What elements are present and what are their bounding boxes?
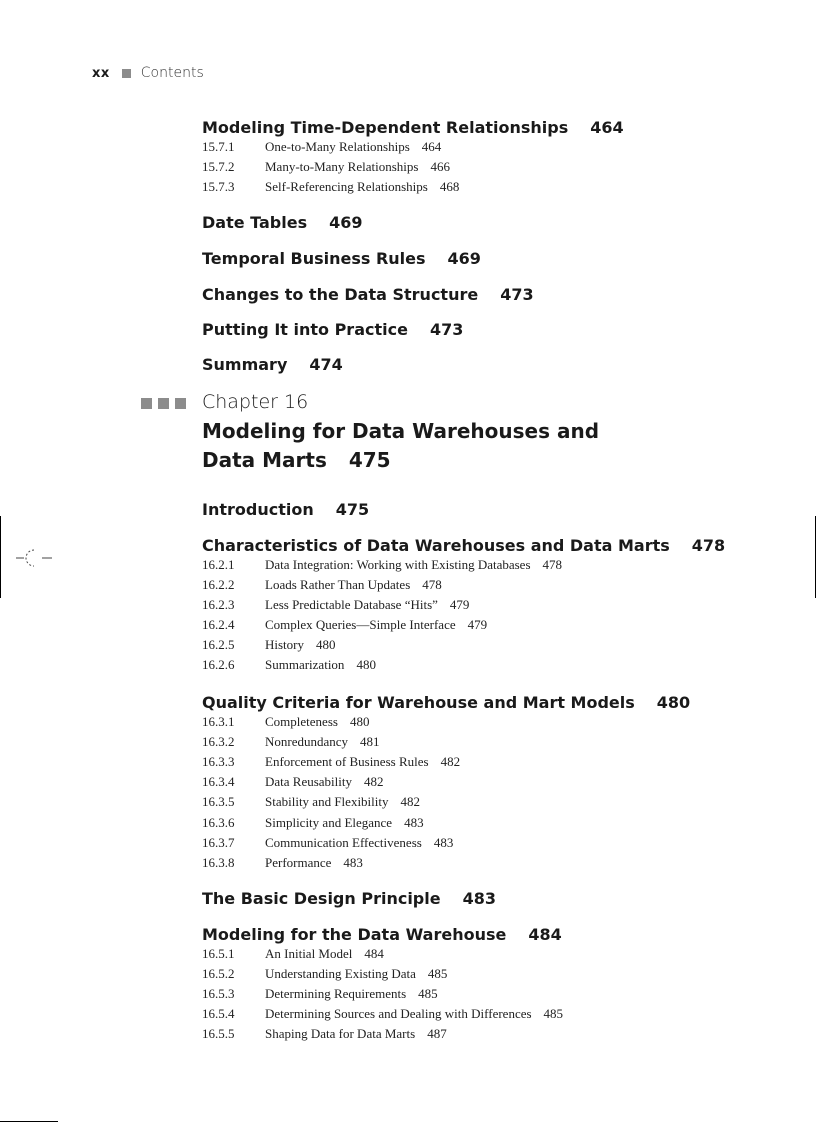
section-title[interactable]: Changes to the Data Structure 473 (202, 284, 534, 304)
section-title[interactable]: Modeling for the Data Warehouse 484 (202, 924, 562, 944)
section-page: 473 (500, 284, 534, 304)
running-header (92, 63, 204, 83)
section-page: 473 (429, 319, 464, 339)
chapter-label: Chapter 16 (202, 391, 309, 413)
section-title[interactable]: Date Tables 469 (202, 212, 363, 232)
section-title[interactable]: The Basic Design Principle 483 (202, 888, 496, 908)
section-title[interactable]: Putting It into Practice 473 (202, 319, 464, 339)
section-title[interactable]: Introduction 475 (202, 499, 370, 519)
header-label: Contents (140, 65, 204, 81)
crop-mark (0, 1121, 58, 1122)
section-page: 480 (656, 692, 691, 712)
header-square-icon (122, 69, 131, 78)
section-title[interactable]: Modeling Time-Dependent Relationships 464 (202, 117, 624, 137)
section-page: 469 (329, 212, 363, 232)
section-page: 474 (309, 354, 343, 374)
chapter-page: 475 (348, 448, 391, 472)
section-page: 475 (335, 499, 370, 519)
section-title[interactable]: Summary 474 (202, 354, 343, 374)
crop-mark (0, 516, 1, 598)
chapter-squares-icon (141, 398, 186, 409)
chapter-title-line1[interactable]: Modeling for Data Warehouses and (202, 419, 600, 443)
section-page: 478 (691, 535, 726, 555)
section-page: 483 (462, 888, 496, 908)
chapter-title-line2[interactable]: Data Marts 475 (202, 448, 391, 472)
section-page: 464 (590, 117, 624, 137)
section-page: 484 (528, 924, 562, 944)
page-number: xx (92, 65, 110, 81)
section-title[interactable]: Temporal Business Rules 469 (202, 248, 481, 268)
section-title[interactable]: Quality Criteria for Warehouse and Mart Models 480 (202, 692, 691, 712)
registration-mark-icon (16, 544, 52, 572)
section-title[interactable]: Characteristics of Data Warehouses and Data Marts 478 (202, 535, 726, 555)
section-page: 469 (447, 248, 481, 268)
